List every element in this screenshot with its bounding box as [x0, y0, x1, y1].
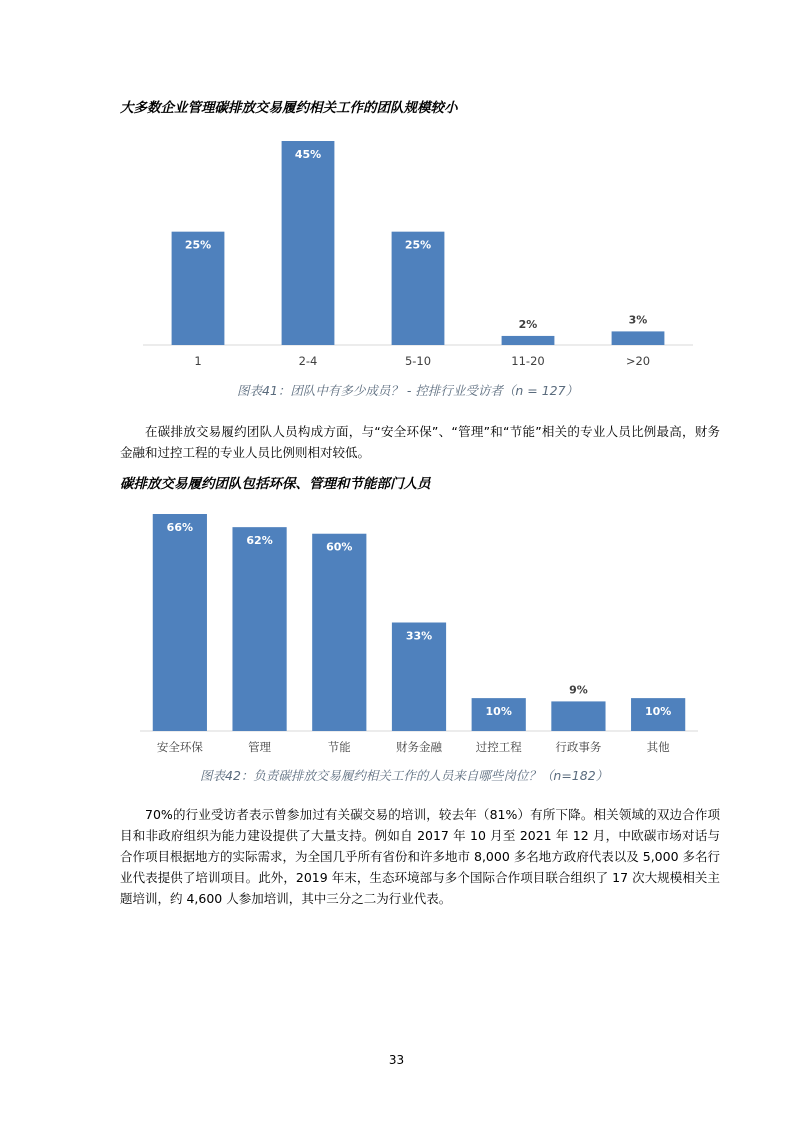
chart2-caption: 图表42：负责碳排放交易履约相关工作的人员来自哪些岗位？（n=182）: [200, 768, 609, 783]
data-label-3: 2%: [518, 317, 538, 331]
data-label-1: 62%: [246, 534, 273, 548]
data-label-2: 60%: [326, 540, 353, 554]
bar-1: [232, 527, 286, 731]
data-label-1: 45%: [294, 148, 322, 161]
data-label-4: 10%: [485, 705, 512, 719]
category-label-3: 11-20: [511, 354, 545, 368]
data-label-4: 3%: [628, 313, 648, 327]
chart2-heading: 碳排放交易履约团队包括环保、管理和节能部门人员: [120, 476, 431, 492]
data-label-0: 25%: [184, 238, 212, 252]
category-label-5: 行政事务: [555, 740, 602, 754]
category-label-2: 5-10: [404, 354, 432, 368]
category-label-1: 管理: [248, 740, 272, 754]
category-label-6: 其他: [646, 740, 670, 754]
data-label-2: 25%: [404, 238, 432, 252]
page-number: 33: [388, 1053, 405, 1067]
bar-2: [312, 534, 366, 731]
data-label-3: 33%: [405, 629, 433, 643]
category-label-4: >20: [625, 354, 651, 368]
category-label-4: 过控工程: [475, 740, 522, 754]
category-label-2: 节能: [327, 740, 351, 754]
paragraph-training: 70%的行业受访者表示曾参加过有关碳交易的培训，较去年（81%）有所下降。相关领域的双边合作项目和非政府组织为能力建设提供了大量支持。例如自 2017 年 10 月至 2021 年 12 月，中欧碳市场对话与合作项目根据地方的实际需求，为全国几乎所有省份和许多地市 8,000 多名地方政府代表以及 5,000 多名行业代表提供了培训项目。此外，2019 年末，生态环境部与多个国际合作项目联合组织了 17 次大规模相关主题培训，约 4,600 人参加培训，其中三分之二为行业代表。: [120, 807, 720, 906]
category-label-0: 安全环保: [156, 740, 203, 754]
chart1-caption: 图表41：团队中有多少成员？ - 控排行业受访者（n = 127）: [237, 383, 579, 398]
data-label-6: 10%: [644, 705, 672, 719]
category-label-0: 1: [194, 354, 202, 368]
category-label-3: 财务金融: [396, 740, 442, 754]
bar-0: [153, 514, 207, 731]
paragraph-team-composition: 在碳排放交易履约团队人员构成方面，与“安全环保”、“管理”和“节能”相关的专业人员比例最高，财务金融和过控工程的专业人员比例则相对较低。: [120, 424, 720, 460]
chart1-heading: 大多数企业管理碳排放交易履约相关工作的团队规模较小: [120, 100, 458, 116]
data-label-0: 66%: [166, 521, 194, 534]
category-label-1: 2-4: [298, 354, 318, 368]
bar-5: [551, 701, 605, 731]
data-label-5: 9%: [569, 683, 588, 697]
